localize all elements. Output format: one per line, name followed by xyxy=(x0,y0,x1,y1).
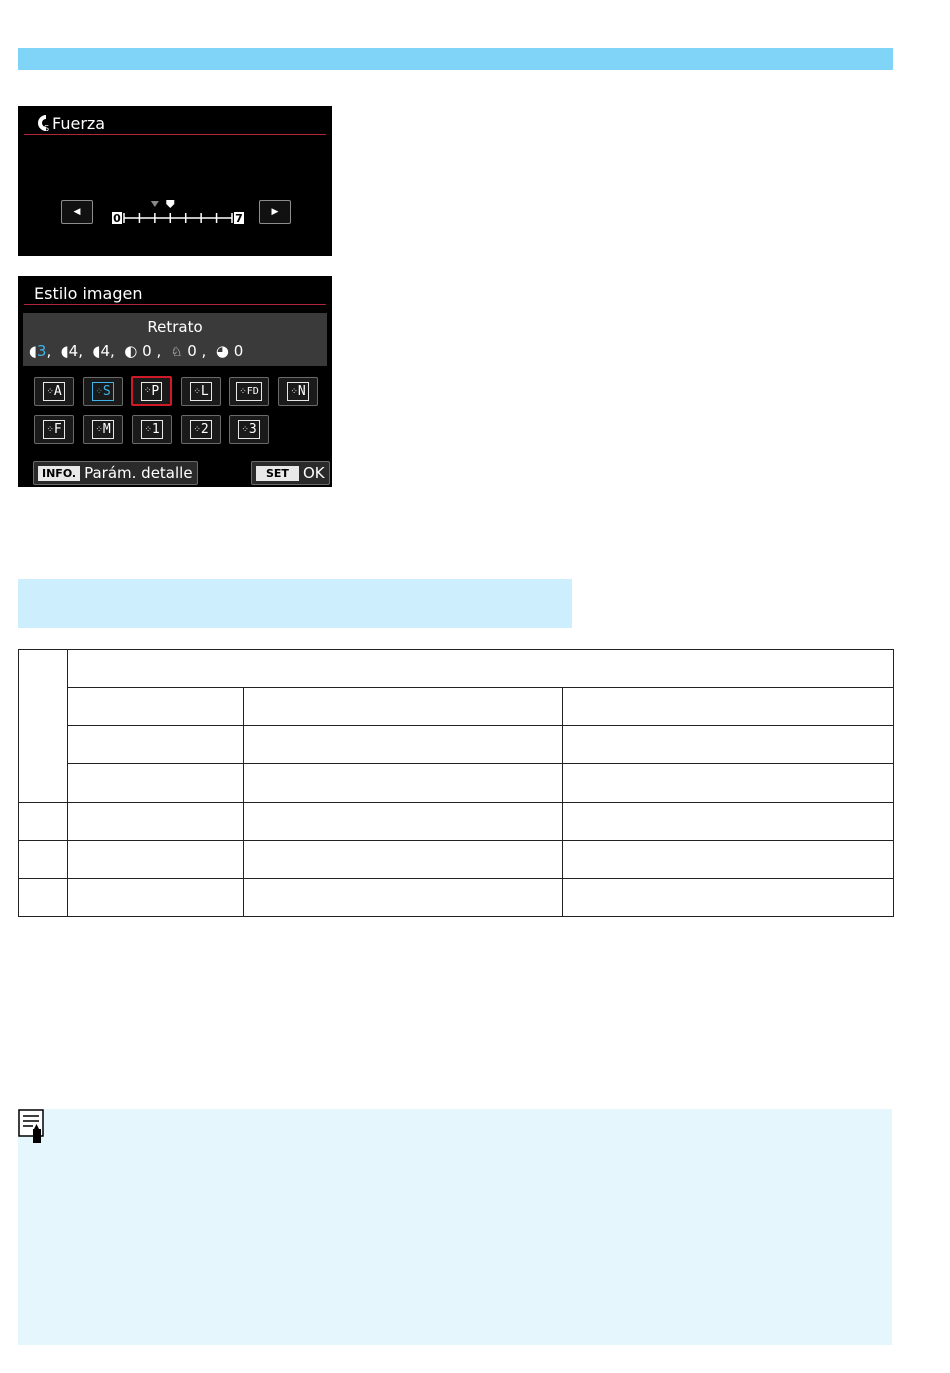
sharpness-strength-icon xyxy=(34,114,52,132)
title-divider xyxy=(24,304,326,305)
ok-label: OK xyxy=(302,464,325,482)
section-banner xyxy=(18,579,572,628)
style-landscape-button[interactable]: ⁘ L xyxy=(181,377,221,406)
picture-style-title: Estilo imagen xyxy=(34,284,143,303)
set-ok-button[interactable] xyxy=(251,461,330,485)
left-arrow-icon: ◀ xyxy=(73,207,81,217)
style-monochrome-button[interactable]: ⁘ M xyxy=(83,415,123,444)
default-marker xyxy=(151,201,159,207)
slider-max-label: 7 xyxy=(235,212,243,225)
detail-settings-button[interactable] xyxy=(33,461,198,485)
threshold-value: 4 xyxy=(100,342,110,360)
current-marker xyxy=(166,200,174,208)
picture-style-screen xyxy=(18,276,332,487)
info-button-chip: INFO. xyxy=(38,466,80,481)
fineness-value: 4 xyxy=(68,342,79,360)
style-info-panel xyxy=(23,313,327,366)
table-row xyxy=(19,802,894,840)
style-neutral-button[interactable]: ⁘ N xyxy=(278,377,318,406)
strength-slider[interactable] xyxy=(110,192,244,226)
detail-settings-label: Parám. detalle xyxy=(84,464,193,482)
table-row xyxy=(19,726,894,764)
threshold-icon: ◖ xyxy=(92,342,101,360)
strength-title: S Fuerza xyxy=(34,114,105,133)
title-divider xyxy=(24,134,326,135)
style-user2-button[interactable]: ⁘ 2 xyxy=(181,415,221,444)
increase-button[interactable] xyxy=(259,200,291,224)
style-user1-button[interactable]: ⁘ 1 xyxy=(132,415,172,444)
table-row xyxy=(19,878,894,916)
note-box xyxy=(18,1109,892,1345)
strength-icon: ◖ xyxy=(29,342,37,360)
header-banner xyxy=(18,48,893,70)
table-row xyxy=(19,840,894,878)
table-row xyxy=(19,764,894,802)
memo-icon xyxy=(18,1109,46,1145)
color-tone-value: 0 xyxy=(233,342,244,360)
strength-value: 3 xyxy=(36,342,47,360)
right-arrow-icon: ▶ xyxy=(271,207,279,217)
contrast-icon: ◐ xyxy=(124,342,138,360)
svg-text:S: S xyxy=(44,124,50,132)
slider-min-label: 0 xyxy=(113,212,121,225)
decrease-button[interactable] xyxy=(61,200,93,224)
set-button-chip: SET xyxy=(256,466,299,481)
style-faithful-button[interactable]: ⁘ F xyxy=(34,415,74,444)
parameter-row: ◖3, ◖4, ◖4, ◐ 0 , ♘ 0 , ◕ 0 xyxy=(29,342,244,360)
saturation-icon: ♘ xyxy=(170,345,183,360)
settings-table xyxy=(18,649,893,917)
style-name: Retrato xyxy=(147,318,203,336)
strength-screen xyxy=(18,106,332,256)
style-auto-button[interactable]: ⁘ A xyxy=(34,377,74,406)
color-tone-icon: ◕ xyxy=(215,342,229,360)
table-row xyxy=(19,650,894,688)
fineness-icon: ◖ xyxy=(60,342,69,360)
style-user3-button[interactable]: ⁘ 3 xyxy=(229,415,269,444)
table-row xyxy=(19,688,894,726)
style-portrait-button[interactable]: ⁘ P xyxy=(131,376,172,406)
style-fine-detail-button[interactable]: ⁘ FD xyxy=(229,377,269,406)
style-standard-button[interactable]: ⁘ S xyxy=(83,377,123,406)
contrast-value: 0 xyxy=(142,342,152,360)
saturation-value: 0 xyxy=(187,342,197,360)
